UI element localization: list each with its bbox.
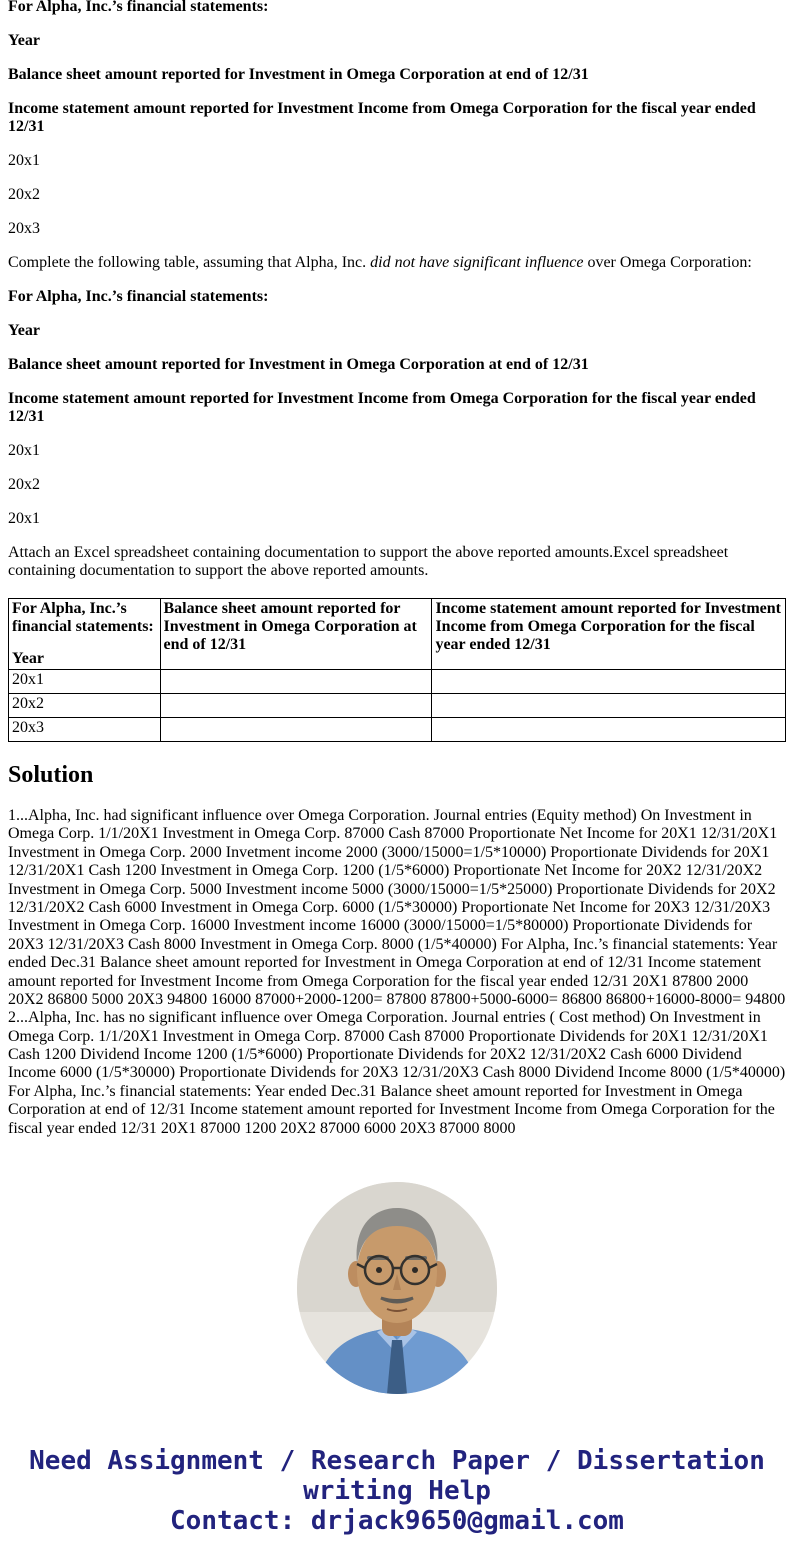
prompt-post: over Omega Corporation: xyxy=(583,254,752,271)
section1-balance-label: Balance sheet amount reported for Investment in Omega Corporation at end of 12/31 xyxy=(8,66,589,83)
table-cell-balance xyxy=(160,670,432,694)
table-cell-income xyxy=(432,670,786,694)
table-header-year-line2: Year xyxy=(12,650,44,667)
table-header-balance: Balance sheet amount reported for Investment in Omega Corporation at end of 12/31 xyxy=(160,599,432,670)
table-cell-year: 20x1 xyxy=(9,670,161,694)
section2-heading: For Alpha, Inc.’s financial statements: xyxy=(8,288,269,305)
table-header-year xyxy=(9,599,161,670)
table-row xyxy=(9,670,786,694)
section1-income-label: Income statement amount reported for Investment Income from Omega Corporation for the fiscal year ended 12/31 xyxy=(8,100,756,135)
section1-heading: For Alpha, Inc.’s financial statements: xyxy=(8,0,269,15)
table-header-year-line1: For Alpha, Inc.’s financial statements: xyxy=(12,600,154,635)
section2-balance-label: Balance sheet amount reported for Investment in Omega Corporation at end of 12/31 xyxy=(8,356,589,373)
section1-row-2: 20x2 xyxy=(8,186,40,203)
prompt-emphasis: did not have significant influence xyxy=(370,254,584,271)
answer-table xyxy=(8,598,786,742)
tutor-portrait-photo xyxy=(297,1182,497,1394)
table-cell-year: 20x3 xyxy=(9,718,161,742)
section2-row-2: 20x2 xyxy=(8,476,40,493)
table-cell-balance xyxy=(160,694,432,718)
attach-note: Attach an Excel spreadsheet containing documentation to support the above reported amounts.Excel spreadsheet containing documentation to support the above reported amounts. xyxy=(8,544,729,579)
tutor-portrait-illustration xyxy=(297,1182,497,1394)
document xyxy=(8,0,786,1537)
table-header-income: Income statement amount reported for Investment Income from Omega Corporation for the fiscal year ended 12/31 xyxy=(432,599,786,670)
table-row xyxy=(9,718,786,742)
footer-contact-email: Contact: drjack9650@gmail.com xyxy=(170,1506,624,1537)
prompt-pre: Complete the following table, assuming that Alpha, Inc. xyxy=(8,254,371,271)
section1-year-label: Year xyxy=(8,32,40,49)
solution-body: 1...Alpha, Inc. had significant influence over Omega Corporation. Journal entries (Equity method) On Investment in Omega Corp. 1/1/20X1 Investment in Omega Corp. 87000 Cash 87000 Proportionate Net Income for 20X1 12/31/20X1 Investment in Omega Corp. 2000 Invetment income 2000 (3000/15000=1/5*10000) Proportionate Dividends for 20X1 12/31/20X1 Cash 1200 Investment in Omega Corp. 1200 (1/5*6000) Proportionate Net Income for 20X2 12/31/20X2 Investment in Omega Corp. 5000 Investment income 5000 (3000/15000=1/5*25000) Proportionate Dividends for 20X2 12/31/20X2 Cash 6000 Investment in Omega Corp. 6000 (1/5*30000) Proportionate Net Income for 20X3 12/31/20X3 Investment in Omega Corp. 16000 Investment income 16000 (3000/15000=1/5*80000) Proportionate Dividends for 20X3 12/31/20X3 Cash 8000 Investment in Omega Corp. 8000 (1/5*40000) For Alpha, Inc.’s financial statements: Year ended Dec.31 Balance sheet amount reported for Investment in Omega Corporation at end of 12/31 Income statement amount reported for Investment Income from Omega Corporation for the fiscal year ended 12/31 20X1 87800 2000 20X2 86800 5000 20X3 94800 16000 87000+2000-1200= 87800 87800+5000-6000= 86800 86800+16000-8000= 94800 2...Alpha, Inc. has no significant influence over Omega Corporation. Journal entries ( Cost method) On Investment in Omega Corp. 1/1/20X1 Investment in Omega Corp. 87000 Cash 87000 Proportionate Dividends for 20X1 12/31/20X1 Cash 1200 Dividend Income 1200 (1/5*6000) Proportionate Dividends for 20X2 12/31/20X2 Cash 6000 Dividend Income 6000 (1/5*30000) Proportionate Dividends for 20X3 12/31/20X3 Cash 8000 Dividend Income 8000 (1/5*40000) For Alpha, Inc.’s financial statements: Year ended Dec.31 Balance sheet amount reported for Investment in Omega Corporation at end of 12/31 Income statement amount reported for Investment Income from Omega Corporation for the fiscal year ended 12/31 20X1 87000 1200 20X2 87000 6000 20X3 87000 8000 xyxy=(8,807,786,1137)
table-cell-income xyxy=(432,694,786,718)
section1-row-3: 20x3 xyxy=(8,220,40,237)
table-cell-income xyxy=(432,718,786,742)
table-header-row xyxy=(9,599,786,670)
footer-heading: Need Assignment / Research Paper / Dissertation writing Help xyxy=(29,1446,765,1507)
portrait-container xyxy=(8,1182,786,1394)
table-cell-balance xyxy=(160,718,432,742)
section2-income-label: Income statement amount reported for Investment Income from Omega Corporation for the fiscal year ended 12/31 xyxy=(8,390,756,425)
solution-heading: Solution xyxy=(8,762,94,788)
prompt-paragraph xyxy=(8,254,786,272)
table-cell-year: 20x2 xyxy=(9,694,161,718)
section2-row-3: 20x1 xyxy=(8,510,40,527)
section2-row-1: 20x1 xyxy=(8,442,40,459)
section2-year-label: Year xyxy=(8,322,40,339)
table-row xyxy=(9,694,786,718)
section1-row-1: 20x1 xyxy=(8,152,40,169)
